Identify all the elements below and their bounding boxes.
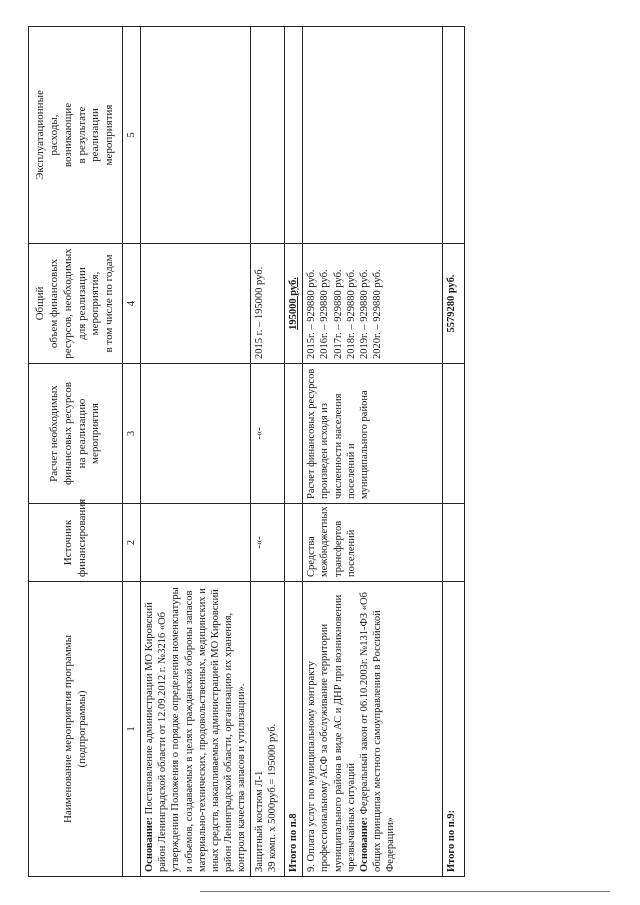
header-calc-line2: финансовых ресурсов: [61, 382, 74, 485]
basis-8-text: Постановление администрации МО Кировский район Ленинградской области от 12.09.2012 г. №3216 «Об утверждении Положения о порядке определения номенклатуры и объемов, создаваемых в целях гражданской обороны запасов материально-технических, продовольственных, медицинских и иных средств, накапливаемых администрацией МО Кировский район Ленинградской области, организацию их хранения, контроля качества запасов и утилизации».: [144, 587, 247, 872]
header-total-line2: объем финансовых: [48, 258, 60, 349]
suits-line2: 39 комп. х 5000руб.= 195000 руб.: [267, 723, 279, 872]
header-exp-line2: расходы,: [48, 114, 60, 156]
basis-8-expenses: [141, 27, 251, 244]
suits-calc: -«-: [251, 364, 285, 504]
header-source-line2: финансирования: [75, 498, 88, 577]
header-calc-line3: на реализацию: [75, 398, 88, 469]
item-9-expenses: [303, 27, 443, 244]
rotated-table-container: [28, 27, 460, 877]
header-calc-line4: мероприятия: [89, 403, 102, 464]
col-number-4: 4: [123, 244, 141, 364]
program-table: [28, 26, 465, 877]
item-9-basis-text: Федеральный закон от 06.10.2003г. №131-ФЗ «Об общих принципах местного самоуправления в Российской Федерации»: [358, 592, 396, 872]
header-calculation: [29, 364, 123, 504]
header-total-line3: ресурсов, необходимых: [61, 248, 74, 359]
header-source: [29, 498, 123, 582]
total-8-expenses: [285, 27, 303, 244]
header-total-line4: для реализации: [75, 267, 88, 340]
total-8-label: Итого по п.8: [285, 582, 303, 877]
item-9-source: Средства межбюджетных трансфертов поселений: [303, 504, 443, 582]
total-9-expenses: [443, 27, 465, 244]
header-calc-line1: Расчет необходимых: [48, 385, 60, 482]
header-total: [29, 244, 123, 364]
total-8-source: [285, 504, 303, 582]
item-9-year-2020: 2020г. – 929880 руб.: [371, 269, 383, 359]
total-8-value: 195000 руб.: [285, 244, 303, 364]
col-number-3: 3: [123, 364, 141, 504]
basis-8-label: Основание:: [144, 816, 156, 872]
item-9-basis-label: Основание:: [358, 816, 370, 872]
item-9-year-2019: 2019г. – 929880 руб.: [358, 269, 370, 359]
basis-8-cell: [141, 582, 251, 877]
basis-8-source: [141, 504, 251, 582]
total-8-row: [285, 27, 303, 877]
header-total-line5: мероприятия,: [89, 271, 102, 336]
item-9-calc: Расчет финансовых ресурсов произведен исходя из численности населения поселений и муниципального района: [303, 364, 443, 504]
header-name: [29, 582, 123, 877]
basis-8-calc: [141, 364, 251, 504]
col-number-5: 5: [123, 27, 141, 244]
item-9-year-2016: 2016г. – 929880 руб.: [319, 269, 331, 359]
header-expenses: [29, 27, 123, 244]
header-row: [29, 27, 123, 877]
item-9-row: [303, 27, 443, 877]
header-exp-line5: реализации: [89, 108, 102, 162]
header-total-line6: в том числе по годам: [103, 254, 115, 353]
header-exp-line3: возникающие: [61, 102, 74, 168]
header-name-line2: (подпрограммы): [75, 690, 88, 768]
item-9-years: [303, 244, 443, 364]
basis-row-8: [141, 27, 251, 877]
item-9-year-2017: 2017г. – 929880 руб.: [332, 269, 344, 359]
item-9-year-2018: 2018г. – 929880 руб.: [345, 269, 357, 359]
total-9-value: 5579280 руб.: [443, 244, 465, 364]
basis-8-total: [141, 244, 251, 364]
total-9-source: [443, 504, 465, 582]
suits-row: [251, 27, 285, 877]
col-number-2: 2: [123, 504, 141, 582]
total-9-calc: [443, 364, 465, 504]
item-9-text: 9. Оплата услуг по муниципальному контракту профессиональному АСФ за обслуживание территории муниципального района в виде АС и ДНР при возникновении чрезвычайных ситуаций: [306, 594, 357, 872]
item-9-year-2015: 2015г. – 929880 руб.: [306, 269, 318, 359]
total-9-row: [443, 27, 465, 877]
header-total-line1: Общий: [34, 286, 47, 321]
total-8-calc: [285, 364, 303, 504]
col-number-1: 1: [123, 582, 141, 877]
suits-total: 2015 г. – 195000 руб.: [251, 244, 285, 364]
item-9-cell: [303, 582, 443, 877]
scan-artifact-line: [200, 891, 610, 892]
total-9-label: Итого по п.9:: [443, 582, 465, 877]
suits-cell: [251, 582, 285, 877]
suits-source: -«-: [251, 504, 285, 582]
suits-expenses: [251, 27, 285, 244]
header-name-line1: Наименование мероприятия программы: [61, 634, 74, 824]
header-exp-line1: Эксплуатационные: [34, 90, 47, 180]
header-exp-line6: мероприятия: [103, 104, 115, 166]
header-exp-line4: в результате: [75, 106, 88, 164]
number-row: [123, 27, 141, 877]
suits-line1: Защитный костюм Л-1: [254, 770, 266, 872]
header-source-line1: Источник: [61, 519, 74, 566]
